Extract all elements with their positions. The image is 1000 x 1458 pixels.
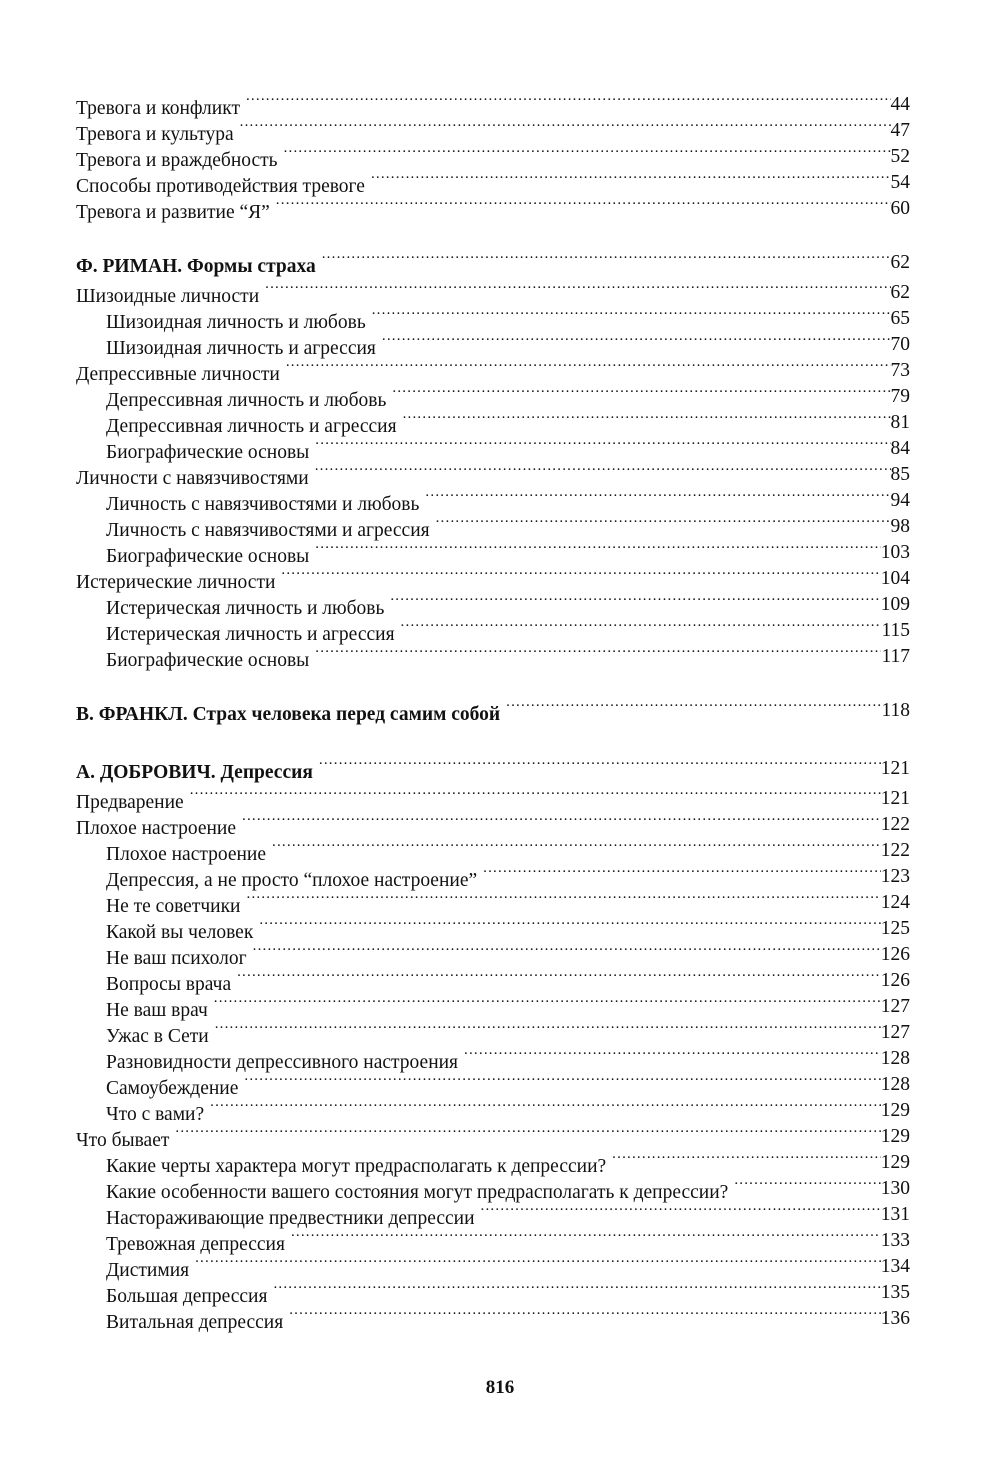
entry-title: Личность с навязчивостями и любовь (106, 494, 420, 515)
dot-leader (214, 990, 881, 1016)
dot-leader (210, 1094, 881, 1120)
entry-page: 47 (890, 120, 910, 141)
entry-title: Шизоидные личности (76, 286, 260, 307)
toc-subentry (76, 1250, 910, 1281)
page-number: 816 (485, 1377, 515, 1398)
entry-title: Ф. РИМАН. Формы страха (76, 256, 316, 277)
dot-leader (273, 1276, 880, 1302)
entry-page: 54 (890, 172, 910, 193)
entry-page: 62 (890, 282, 910, 303)
entry-page: 131 (880, 1204, 910, 1225)
entry-title: Способы противодействия тревоге (76, 176, 365, 197)
entry-page: 126 (880, 970, 910, 991)
entry-page: 104 (880, 568, 910, 589)
toc-entry (76, 808, 910, 839)
toc-section (76, 246, 910, 671)
dot-leader (284, 140, 891, 166)
entry-title: Тревога и конфликт (76, 98, 240, 119)
entry-page: 44 (890, 94, 910, 115)
entry-title: Депрессия, а не просто “плохое настроение” (106, 870, 478, 891)
entry-page: 134 (880, 1256, 910, 1277)
dot-leader (315, 536, 880, 562)
entry-title: Биографические основы (106, 546, 310, 567)
entry-title: Не те советчики (106, 896, 241, 917)
toc-entry (76, 782, 910, 813)
entry-title: Витальная депрессия (106, 1312, 284, 1333)
dot-leader (390, 588, 880, 614)
entry-page: 133 (880, 1230, 910, 1251)
dot-leader (371, 166, 891, 192)
dot-leader (319, 752, 881, 778)
dot-leader (195, 1250, 881, 1276)
entry-page: 117 (881, 646, 910, 667)
entry-page: 129 (880, 1126, 910, 1147)
dot-leader (612, 1146, 881, 1172)
entry-title: Что бывает (76, 1130, 170, 1151)
entry-page: 62 (890, 252, 910, 273)
section-heading (76, 246, 910, 276)
toc-subentry (76, 1276, 910, 1307)
toc-section (76, 752, 910, 1333)
dot-leader (247, 886, 881, 912)
dot-leader (246, 88, 891, 114)
dot-leader (244, 1068, 880, 1094)
entry-page: 118 (881, 700, 910, 721)
dot-leader (281, 562, 880, 588)
dot-leader (483, 860, 881, 886)
entry-title: Биографические основы (106, 650, 310, 671)
toc-section (76, 694, 910, 724)
entry-page: 103 (880, 542, 910, 563)
entry-page: 94 (890, 490, 910, 511)
dot-leader (253, 938, 881, 964)
entry-title: Большая депрессия (106, 1286, 268, 1307)
dot-leader (289, 1302, 881, 1328)
entry-title: Биографические основы (106, 442, 310, 463)
entry-title: Тревога и культура (76, 124, 234, 145)
entry-title: Шизоидная личность и агрессия (106, 338, 376, 359)
dot-leader (481, 1198, 881, 1224)
entry-title: Плохое настроение (106, 844, 267, 865)
entry-page: 136 (880, 1308, 910, 1329)
entry-page: 128 (880, 1074, 910, 1095)
dot-leader (315, 432, 890, 458)
entry-title: Предварение (76, 792, 184, 813)
entry-page: 126 (880, 944, 910, 965)
dot-leader (464, 1042, 881, 1068)
entry-page: 122 (880, 840, 910, 861)
entry-page: 122 (880, 814, 910, 835)
entry-title: Какие черты характера могут предрасполагать к депрессии? (106, 1156, 607, 1177)
dot-leader (272, 834, 881, 860)
entry-page: 129 (880, 1152, 910, 1173)
entry-page: 115 (881, 620, 910, 641)
entry-title: Какие особенности вашего состояния могут предрасполагать к депрессии? (106, 1182, 729, 1203)
entry-page: 70 (890, 334, 910, 355)
entry-page: 125 (880, 918, 910, 939)
entry-page: 127 (880, 1022, 910, 1043)
dot-leader (382, 328, 891, 354)
entry-title: Депрессивная личность и агрессия (106, 416, 397, 437)
entry-page: 98 (890, 516, 910, 537)
dot-leader (242, 808, 881, 834)
entry-page: 79 (890, 386, 910, 407)
entry-page: 130 (880, 1178, 910, 1199)
entry-title: Тревожная депрессия (106, 1234, 285, 1255)
entry-title: Ужас в Сети (106, 1026, 209, 1047)
dot-leader (315, 458, 891, 484)
entry-page: 60 (890, 198, 910, 219)
dot-leader (392, 380, 890, 406)
entry-page: 84 (890, 438, 910, 459)
dot-leader (259, 912, 880, 938)
entry-page: 85 (890, 464, 910, 485)
toc-entry (76, 88, 910, 119)
entry-title: Тревога и враждебность (76, 150, 278, 171)
entry-page: 65 (890, 308, 910, 329)
dot-leader (286, 354, 891, 380)
dot-leader (401, 614, 882, 640)
entry-title: Истерическая личность и любовь (106, 598, 385, 619)
entry-page: 121 (880, 758, 910, 779)
dot-leader (175, 1120, 880, 1146)
entry-title: Что с вами? (106, 1104, 205, 1125)
entry-title: Личности с навязчивостями (76, 468, 309, 489)
dot-leader (734, 1172, 880, 1198)
entry-title: Плохое настроение (76, 818, 237, 839)
dot-leader (322, 246, 891, 272)
entry-title: Депрессивные личности (76, 364, 280, 385)
entry-title: Личность с навязчивостями и агрессия (106, 520, 430, 541)
toc-subentry (76, 1146, 910, 1177)
entry-page: 73 (890, 360, 910, 381)
dot-leader (291, 1224, 881, 1250)
entry-page: 135 (880, 1282, 910, 1303)
entry-page: 124 (880, 892, 910, 913)
dot-leader (215, 1016, 881, 1042)
dot-leader (240, 114, 891, 140)
entry-page: 81 (890, 412, 910, 433)
entry-title: А. ДОБРОВИЧ. Депрессия (76, 762, 313, 783)
entry-title: Разновидности депрессивного настроения (106, 1052, 459, 1073)
entry-page: 123 (880, 866, 910, 887)
entry-title: В. ФРАНКЛ. Страх человека перед самим собой (76, 704, 501, 725)
toc-section (76, 88, 910, 223)
dot-leader (265, 276, 890, 302)
entry-title: Не ваш врач (106, 1000, 208, 1021)
entry-page: 129 (880, 1100, 910, 1121)
entry-page: 127 (880, 996, 910, 1017)
entry-title: Вопросы врача (106, 974, 232, 995)
entry-title: Какой вы человек (106, 922, 254, 943)
entry-title: Самоубеждение (106, 1078, 239, 1099)
entry-page: 52 (890, 146, 910, 167)
dot-leader (190, 782, 881, 808)
entry-title: Шизоидная личность и любовь (106, 312, 366, 333)
entry-title: Дистимия (106, 1260, 190, 1281)
dot-leader (403, 406, 891, 432)
entry-title: Тревога и развитие “Я” (76, 202, 270, 223)
entry-title: Истерические личности (76, 572, 276, 593)
section-heading (76, 752, 910, 782)
entry-page: 109 (880, 594, 910, 615)
dot-leader (237, 964, 881, 990)
entry-title: Депрессивная личность и любовь (106, 390, 387, 411)
dot-leader (276, 192, 891, 218)
dot-leader (506, 694, 881, 720)
dot-leader (315, 640, 881, 666)
dot-leader (372, 302, 891, 328)
dot-leader (425, 484, 890, 510)
table-of-contents (76, 88, 910, 1333)
entry-title: Не ваш психолог (106, 948, 247, 969)
dot-leader (436, 510, 891, 536)
entry-title: Истерическая личность и агрессия (106, 624, 395, 645)
entry-title: Настораживающие предвестники депрессии (106, 1208, 475, 1229)
toc-entry (76, 1120, 910, 1151)
entry-page: 121 (880, 788, 910, 809)
entry-page: 128 (880, 1048, 910, 1069)
section-heading (76, 694, 910, 724)
